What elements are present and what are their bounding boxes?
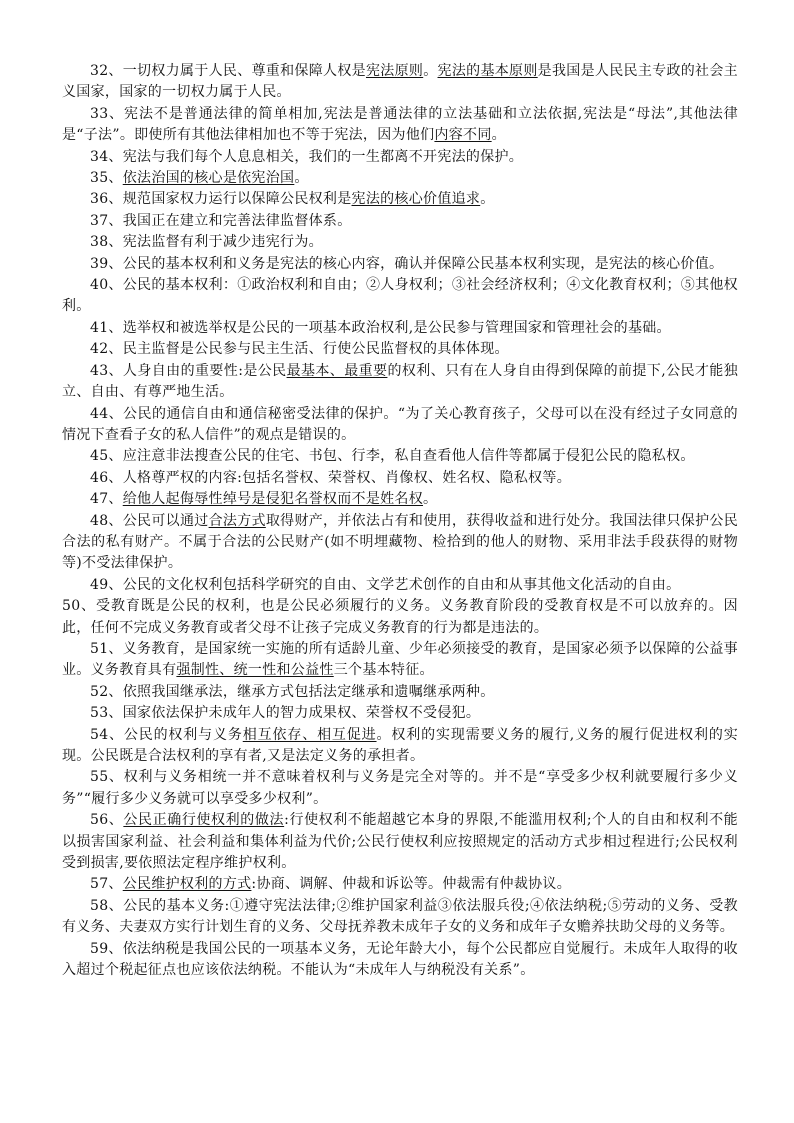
underlined-text: 给他人起侮辱性绰号是侵犯名誉权而不是姓名权	[122, 491, 424, 508]
text-run: 32、一切权力属于人民、尊重和保障人权是	[90, 63, 366, 79]
text-run: 。	[294, 170, 309, 187]
paragraph	[62, 511, 738, 575]
text-run: 37、我国正在建立和完善法律监督体系。	[90, 212, 352, 229]
text-run: 59、依法纳税是我国公民的一项基本义务，无论年龄大小，每个公民都应自觉履行。未成年人取得的收入超过个税起征点也应该依法纳税。不能认为“未成年人与纳税没有关系”。	[62, 940, 738, 979]
paragraph	[62, 489, 738, 510]
text-run: 42、民主监督是公民参与民主生活、行使公民监督权的具体体现。	[90, 341, 509, 358]
paragraph	[62, 361, 738, 404]
text-run: :协商、调解、仲裁和诉讼等。仲裁需有仲裁协议。	[251, 876, 572, 893]
underlined-text: 最基本、最重要	[286, 362, 388, 379]
paragraph	[62, 939, 738, 982]
paragraph	[62, 446, 738, 467]
text-run: 58、公民的基本义务:①遵守宪法法律;②维护国家利益③依法服兵役;④依法纳税;⑤劳动的义务、受教有义务、夫妻双方实行计划生育的义务、父母抚养教未成年子女的义务和成年子女赡养扶助父母的义务等。	[62, 897, 738, 936]
paragraph	[62, 147, 738, 168]
text-run: 54、公民的权利与义务	[90, 726, 243, 743]
paragraph	[62, 896, 738, 939]
text-run: 34、宪法与我们每个人息息相关，我们的一生都离不开宪法的保护。	[90, 148, 524, 165]
paragraph	[62, 318, 738, 339]
text-run: 40、公民的基本权利：①政治权利和自由；②人身权利；③社会经济权利；④文化教育权利；⑤其他权利。	[62, 277, 738, 315]
text-run: 45、应注意非法搜查公民的住宅、书包、行李，私自查看他人信件等都属于侵犯公民的隐私权。	[90, 448, 695, 465]
paragraph	[62, 211, 738, 232]
underlined-text: 强制性、统一性和公益性	[176, 662, 334, 679]
text-run: 。	[423, 63, 438, 79]
text-run: 。	[480, 191, 495, 208]
paragraph	[62, 703, 738, 724]
underlined-text: 内容不同	[434, 127, 492, 144]
text-run: 38、宪法监督有利于减少违宪行为。	[90, 234, 323, 251]
paragraph	[62, 874, 738, 895]
text-run: 50、受教育既是公民的权利，也是公民必须履行的义务。义务教育阶段的受教育权是不可以放弃的。因此，任何不完成义务教育或者父母不让孩子完成义务教育的行为都是违法的。	[62, 598, 738, 636]
underlined-text: 合法方式	[208, 512, 266, 529]
paragraph	[62, 639, 738, 682]
paragraph	[62, 575, 738, 596]
text-run: 33、宪法不是普通法律的简单相加,宪法是普通法律的立法基础和立法依据,宪法是“母法”,其他法律是“子法”。即使所有其他法律相加也不等于宪法，因为他们	[62, 105, 738, 144]
underlined-text: 宪法的核心价值追求	[351, 191, 481, 208]
text-run: 取得财产，并依法占有和使用，获得收益和进行处分。我国法律只保护公民合法的私有财产。不属于合法的公民财产(如不明埋藏物、检拾到的他人的财物、采用非法手段获得的财物等)不受法律保护。	[62, 512, 738, 572]
document-body	[62, 61, 738, 981]
text-run: 44、公民的通信自由和通信秘密受法律的保护。“为了关心教育孩子，父母可以在没有经过子女同意的情况下查看子女的私人信件”的观点是错误的。	[62, 405, 738, 443]
text-run: 43、人身自由的重要性:是公民	[90, 362, 287, 379]
text-run: 是我国是人民民主专政的社会主义国家，国家的一切权力属于人民。	[62, 63, 738, 101]
text-run: 39、公民的基本权利和义务是宪法的核心内容，确认并保障公民基本权利实现，是宪法的核心价值。	[90, 255, 724, 272]
text-run: 47、	[90, 491, 123, 508]
paragraph	[62, 725, 738, 768]
text-run: :行使权利不能超越它本身的界限,不能滥用权利;个人的自由和权利不能以损害国家利益、社会利益和集体利益为代价;公民行使权利应按照规定的活动方式步相过程进行;公民权利受到损害,要依照法定程序维护权利。	[62, 812, 738, 872]
paragraph	[62, 404, 738, 447]
text-run: 41、选举权和被选举权是公民的一项基本政治权利,是公民参与管理国家和管理社会的基础。	[90, 319, 671, 336]
text-run: 51、义务教育，是国家统一实施的所有适龄儿童、少年必须接受的教育，是国家必须予以保障的公益事业。义务教育具有	[62, 640, 738, 679]
text-run: 48、公民可以通过	[90, 512, 209, 529]
text-run: 56、	[90, 812, 124, 829]
text-run: 。	[491, 127, 506, 144]
text-run: 55、权利与义务相统一并不意味着权利与义务是完全对等的。并不是“享受多少权利就要履行多少义务”“履行多少义务就可以享受多少权利”。	[62, 769, 738, 807]
text-run: 46、人格尊严权的内容:包括名誉权、荣誉权、肖像权、姓名权、隐私权等。	[90, 469, 572, 486]
underlined-text: 公民维护权利的方式	[122, 876, 252, 893]
paragraph	[62, 275, 738, 318]
underlined-text: 宪法原则	[365, 63, 424, 79]
paragraph	[62, 468, 738, 489]
paragraph	[62, 61, 738, 104]
paragraph	[62, 189, 738, 210]
text-run: 57、	[90, 876, 123, 893]
text-run: 。	[423, 491, 438, 508]
paragraph	[62, 254, 738, 275]
paragraph	[62, 104, 738, 147]
text-run: 36、规范国家权力运行以保障公民权利是	[90, 191, 352, 208]
underlined-text: 依法治国的核心是依宪治国	[122, 170, 295, 187]
text-run: 49、公民的文化权利包括科学研究的自由、文学艺术创作的自由和从事其他文化活动的自由。	[90, 576, 681, 593]
paragraph	[62, 339, 738, 360]
underlined-text: 公民正确行使权利的做法	[123, 812, 285, 829]
paragraph	[62, 596, 738, 639]
paragraph	[62, 682, 738, 703]
paragraph	[62, 232, 738, 253]
underlined-text: 宪法的基本原则	[437, 63, 538, 79]
paragraph	[62, 168, 738, 189]
text-run: 。权利的实现需要义务的履行,义务的履行促进权利的实现。公民既是合法权利的享有者,又是法定义务的承担者。	[62, 726, 738, 764]
text-run: 的权利、只有在人身自由得到保障的前提下,公民才能独立、自由、有尊严地生活。	[62, 362, 739, 401]
text-run: 三个基本特征。	[333, 662, 434, 679]
underlined-text: 相互依存、相互促进	[242, 726, 377, 743]
text-run: 53、国家依法保护未成年人的智力成果权、荣誉权不受侵犯。	[90, 705, 481, 722]
paragraph	[62, 767, 738, 810]
text-run: 35、	[90, 170, 123, 187]
text-run: 52、依照我国继承法，继承方式包括法定继承和遗嘱继承两种。	[90, 683, 495, 700]
paragraph	[62, 810, 738, 874]
